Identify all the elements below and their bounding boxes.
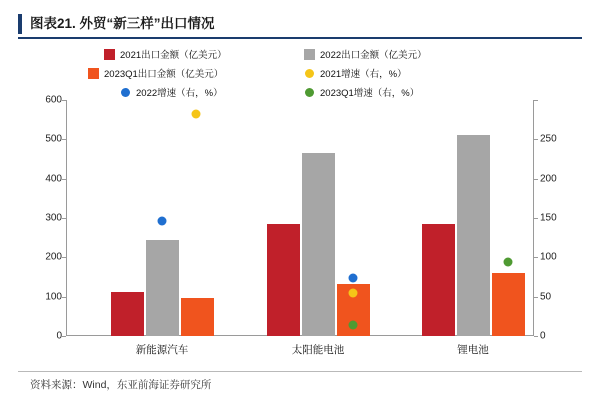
- bar-2022-group2: [457, 135, 490, 336]
- y2-axis-tick-label: 250: [540, 133, 557, 145]
- legend-row-2: [88, 65, 518, 81]
- legend-label: 2022增速（右，%）: [136, 88, 223, 99]
- legend-label: 2022出口金额（亿美元）: [320, 50, 427, 61]
- y2-axis-tick-label: 100: [540, 251, 557, 263]
- y2-axis-tick-label: 0: [540, 330, 546, 342]
- legend-label: 2021出口金额（亿美元）: [120, 50, 227, 61]
- y-tick-mark: [62, 139, 66, 140]
- bar-2023q1-group2: [492, 273, 525, 336]
- chart-plot-area: [45, 94, 557, 356]
- y-tick-mark: [62, 257, 66, 258]
- chart-legend: [88, 46, 518, 99]
- x-axis-label-1: 太阳能电池: [291, 344, 345, 356]
- legend-item-0: [104, 46, 227, 62]
- page-title: 图表21. 外贸“新三样”出口情况: [30, 16, 215, 31]
- source-note: 资料来源：Wind，东亚前海证券研究所: [30, 379, 212, 391]
- legend-dot-icon: [305, 69, 314, 78]
- legend-label: 2023Q1出口金额（亿美元）: [104, 69, 224, 80]
- y2-tick-mark: [534, 336, 538, 337]
- point-2023q1-growth-group2: [504, 258, 513, 267]
- legend-dot-icon: [305, 88, 314, 97]
- y2-tick-mark: [534, 179, 538, 180]
- y2-tick-mark: [534, 297, 538, 298]
- y2-tick-mark: [534, 100, 538, 101]
- point-2022-growth-group0: [158, 216, 167, 225]
- y-axis-tick-label: 300: [45, 212, 62, 224]
- y-tick-mark: [62, 179, 66, 180]
- legend-label: 2021增速（右，%）: [320, 69, 407, 80]
- point-2022-growth-group1: [349, 273, 358, 282]
- source-divider: [18, 371, 582, 372]
- legend-item-2: [88, 65, 223, 81]
- legend-swatch-icon: [304, 49, 315, 60]
- title-bar: [18, 12, 582, 40]
- legend-row-3: [88, 84, 518, 100]
- y2-axis-tick-label: 50: [540, 291, 552, 303]
- legend-item-1: [304, 46, 427, 62]
- y-tick-mark: [62, 336, 66, 337]
- bar-2022-group1: [302, 153, 335, 336]
- bar-2021-group2: [422, 224, 455, 337]
- y-axis-tick-label: 100: [45, 291, 62, 303]
- bar-2021-group1: [267, 224, 300, 337]
- point-2023q1-growth-group1: [349, 320, 358, 329]
- y-tick-mark: [62, 218, 66, 219]
- point-2021-growth-group0: [192, 110, 201, 119]
- point-2021-growth-group1: [349, 288, 358, 297]
- legend-dot-icon: [121, 88, 130, 97]
- bar-2022-group0: [146, 240, 179, 336]
- legend-label: 2023Q1增速（右，%）: [320, 88, 420, 99]
- legend-item-4: [120, 84, 223, 100]
- bar-2023q1-group0: [181, 298, 214, 336]
- title-accent-bar: [18, 14, 22, 34]
- y-tick-mark: [62, 100, 66, 101]
- y-axis-tick-label: 200: [45, 251, 62, 263]
- legend-item-3: [304, 65, 407, 81]
- y-axis-tick-label: 500: [45, 133, 62, 145]
- y2-axis-tick-label: 150: [540, 212, 557, 224]
- y-tick-mark: [62, 297, 66, 298]
- y-axis-tick-label: 0: [56, 330, 62, 342]
- y2-axis-tick-label: 200: [540, 173, 557, 185]
- y2-tick-mark: [534, 257, 538, 258]
- bar-2021-group0: [111, 292, 144, 336]
- x-axis-label-2: 锂电池: [457, 344, 489, 356]
- y2-tick-mark: [534, 218, 538, 219]
- legend-swatch-icon: [88, 68, 99, 79]
- y2-tick-mark: [534, 139, 538, 140]
- legend-swatch-icon: [104, 49, 115, 60]
- x-axis-label-0: 新能源汽车: [135, 344, 189, 356]
- legend-item-5: [304, 84, 419, 100]
- legend-row-1: [88, 46, 518, 62]
- y-axis-tick-label: 400: [45, 173, 62, 185]
- y-axis-tick-label: 600: [45, 94, 62, 106]
- title-divider: [18, 37, 582, 39]
